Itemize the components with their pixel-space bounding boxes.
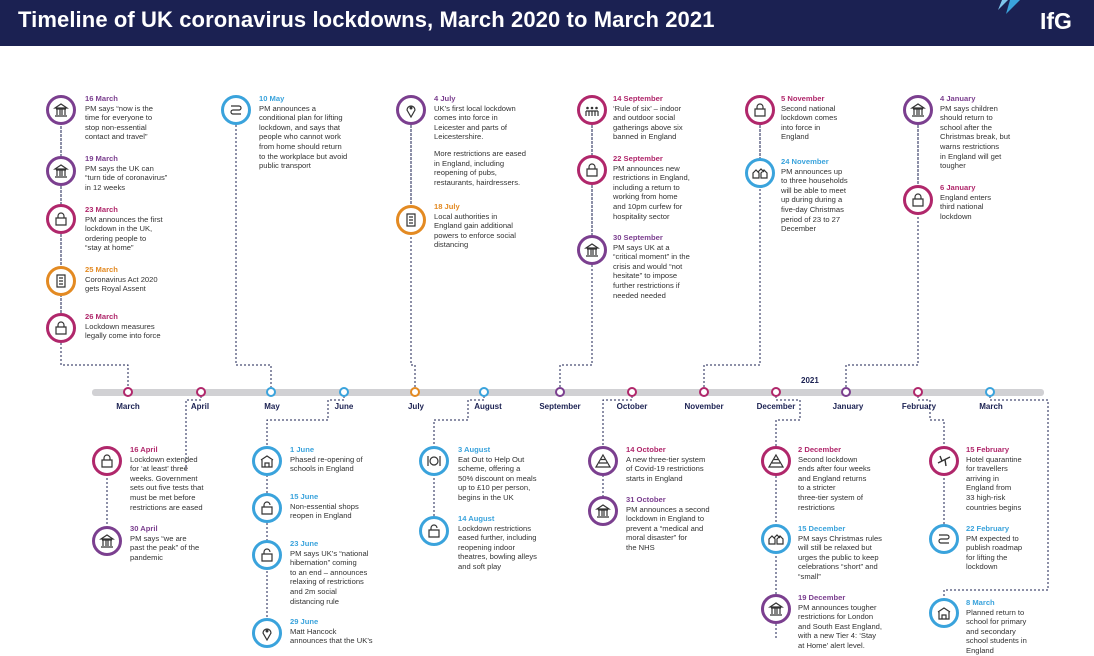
- building-icon: [903, 95, 933, 125]
- year-label: 2021: [801, 376, 819, 385]
- event-22-february: 22 February PM expected to publish roadmap for lifting the lockdown: [966, 524, 1023, 572]
- event-29-june: 29 June Matt Hancock announces that the UK’s: [290, 617, 373, 646]
- lock-icon: [46, 313, 76, 343]
- lock-icon: [577, 155, 607, 185]
- event-14-september: 14 September ‘Rule of six’ – indoor and outdoor social gatherings above six banned in England: [613, 94, 683, 142]
- event-30-september: 30 September PM says UK at a “critical moment” in the crisis and would “not hesitate” to impose further restrictions if needed needed: [613, 233, 690, 300]
- timeline-dot-december: [771, 387, 781, 397]
- event-8-march: 8 March Planned return to school for primary and secondary school students in England: [966, 598, 1027, 655]
- timeline-dot-august: [479, 387, 489, 397]
- month-label: March: [116, 402, 140, 411]
- timeline-dot-february: [913, 387, 923, 397]
- event-24-november: 24 November PM announces up to three households will be able to meet up during during a five-day Christmas period of 23 to 27 December: [781, 157, 848, 234]
- month-label: February: [901, 402, 937, 411]
- map-pin-icon: [396, 95, 426, 125]
- building-icon: [761, 594, 791, 624]
- event-19-december: 19 December PM announces tougher restrictions for London and South East England, with a new Tier 4: ‘Stay at Home’ alert level.: [798, 593, 883, 650]
- event-4-july: 4 July UK’s first local lockdown comes into force in Leicester and parts of Leicestershire. More restrictions are eased in England, including reopening of pubs, restaurants, hairdressers.: [434, 94, 527, 187]
- event-15-december: 15 December PM says Christmas rules will still be relaxed but urges the public to keep celebrations “short” and “small”: [798, 524, 882, 581]
- timeline-dot-june: [339, 387, 349, 397]
- timeline-axis: [92, 389, 1044, 396]
- route-icon: [221, 95, 251, 125]
- building-icon: [577, 235, 607, 265]
- timeline-dot-october: [627, 387, 637, 397]
- event-14-october: 14 October A new three-tier system of Covid-19 restrictions starts in England: [626, 445, 706, 483]
- page-title: Timeline of UK coronavirus lockdowns, March 2020 to March 2021: [18, 7, 715, 32]
- event-14-august: 14 August Lockdown restrictions eased further, including reopening indoor theatres, bowling alleys and soft play: [458, 514, 537, 571]
- event-2-december: 2 December Second lockdown ends after four weeks and England returns to a stricter three-tier system of restrictions: [798, 445, 871, 512]
- map-pin-icon: [252, 618, 282, 648]
- month-label: June: [334, 402, 354, 411]
- event-23-march: 23 March PM announces the first lockdown in the UK, ordering people to “stay at home”: [85, 205, 163, 253]
- event-15-june: 15 June Non-essential shops reopen in England: [290, 492, 359, 521]
- houses-icon: [745, 158, 775, 188]
- lock-icon: [46, 204, 76, 234]
- lock-icon: [745, 95, 775, 125]
- event-22-september: 22 September PM announces new restrictions in England, including a return to working from home and 10pm curfew for hospitality sector: [613, 154, 690, 221]
- timeline-dot-january: [841, 387, 851, 397]
- ifg-logo: IfG: [1040, 8, 1072, 34]
- houses-icon: [761, 524, 791, 554]
- people-icon: [577, 95, 607, 125]
- event-26-march: 26 March Lockdown measures legally come into force: [85, 312, 161, 341]
- tier-icon: [761, 446, 791, 476]
- plane-icon: [929, 446, 959, 476]
- month-label: July: [407, 402, 424, 411]
- school-icon: [929, 598, 959, 628]
- unlock-icon: [252, 493, 282, 523]
- event-31-october: 31 October PM announces a second lockdown in England to prevent a “medical and moral disaster” for the NHS: [626, 495, 710, 552]
- month-label: March: [979, 402, 1003, 411]
- timeline-dot-april: [196, 387, 206, 397]
- event-10-may: 10 May PM announces a conditional plan for lifting lockdown, and says that people who cannot work from home should return to the workplace but avoid public transport: [259, 94, 348, 171]
- timeline-dot-march: [123, 387, 133, 397]
- timeline-dot-march-2021: [985, 387, 995, 397]
- timeline-dot-may: [266, 387, 276, 397]
- event-16-march: 16 March PM says “now is the time for everyone to stop non-essential contact and travel”: [85, 94, 153, 142]
- event-25-march: 25 March Coronavirus Act 2020 gets Royal Assent: [85, 265, 158, 294]
- unlock-icon: [419, 516, 449, 546]
- event-18-july: 18 July Local authorities in England gain additional powers to enforce social distancing: [434, 202, 516, 250]
- event-30-april: 30 April PM says “we are past the peak” of the pandemic: [130, 524, 200, 562]
- event-15-february: 15 February Hotel quarantine for travellers arriving in England from 33 high-risk countries begins: [966, 445, 1022, 512]
- building-icon: [46, 95, 76, 125]
- timeline-dot-november: [699, 387, 709, 397]
- school-icon: [252, 446, 282, 476]
- month-label: April: [190, 402, 210, 411]
- tier-icon: [588, 446, 618, 476]
- month-label: January: [832, 402, 864, 411]
- event-19-march: 19 March PM says the UK can “turn tide of coronavirus” in 12 weeks: [85, 154, 168, 192]
- month-label: November: [684, 402, 724, 411]
- building-icon: [588, 496, 618, 526]
- lock-icon: [903, 185, 933, 215]
- month-label: October: [616, 402, 648, 411]
- building-icon: [92, 526, 122, 556]
- event-4-january: 4 January PM says children should return to school after the Christmas break, but warns restrictions in England will get tougher: [940, 94, 1011, 171]
- building-icon: [46, 156, 76, 186]
- event-5-november: 5 November Second national lockdown comes into force in England: [781, 94, 838, 142]
- route-icon: [929, 524, 959, 554]
- document-icon: [396, 205, 426, 235]
- plate-icon: [419, 446, 449, 476]
- event-16-april: 16 April Lockdown extended for ‘at least’ three weeks. Government sets out five tests that must be met before restrictions are eased: [130, 445, 204, 512]
- event-3-august: 3 August Eat Out to Help Out scheme, offering a 50% discount on meals up to £10 per person, begins in the UK: [458, 445, 537, 502]
- timeline-dot-july: [410, 387, 420, 397]
- event-6-january: 6 January England enters third national lockdown: [940, 183, 992, 221]
- timeline-dot-september: [555, 387, 565, 397]
- unlock-icon: [252, 540, 282, 570]
- month-label: August: [474, 402, 502, 411]
- month-label: May: [264, 402, 280, 411]
- document-icon: [46, 266, 76, 296]
- event-23-june: 23 June PM says UK’s “national hibernation” coming to an end – announces relaxing of restrictions and 2m social distancing rule: [290, 539, 369, 606]
- month-label: December: [756, 402, 796, 411]
- event-1-june: 1 June Phased re-opening of schools in England: [290, 445, 363, 474]
- lock-icon: [92, 446, 122, 476]
- month-label: September: [539, 402, 581, 411]
